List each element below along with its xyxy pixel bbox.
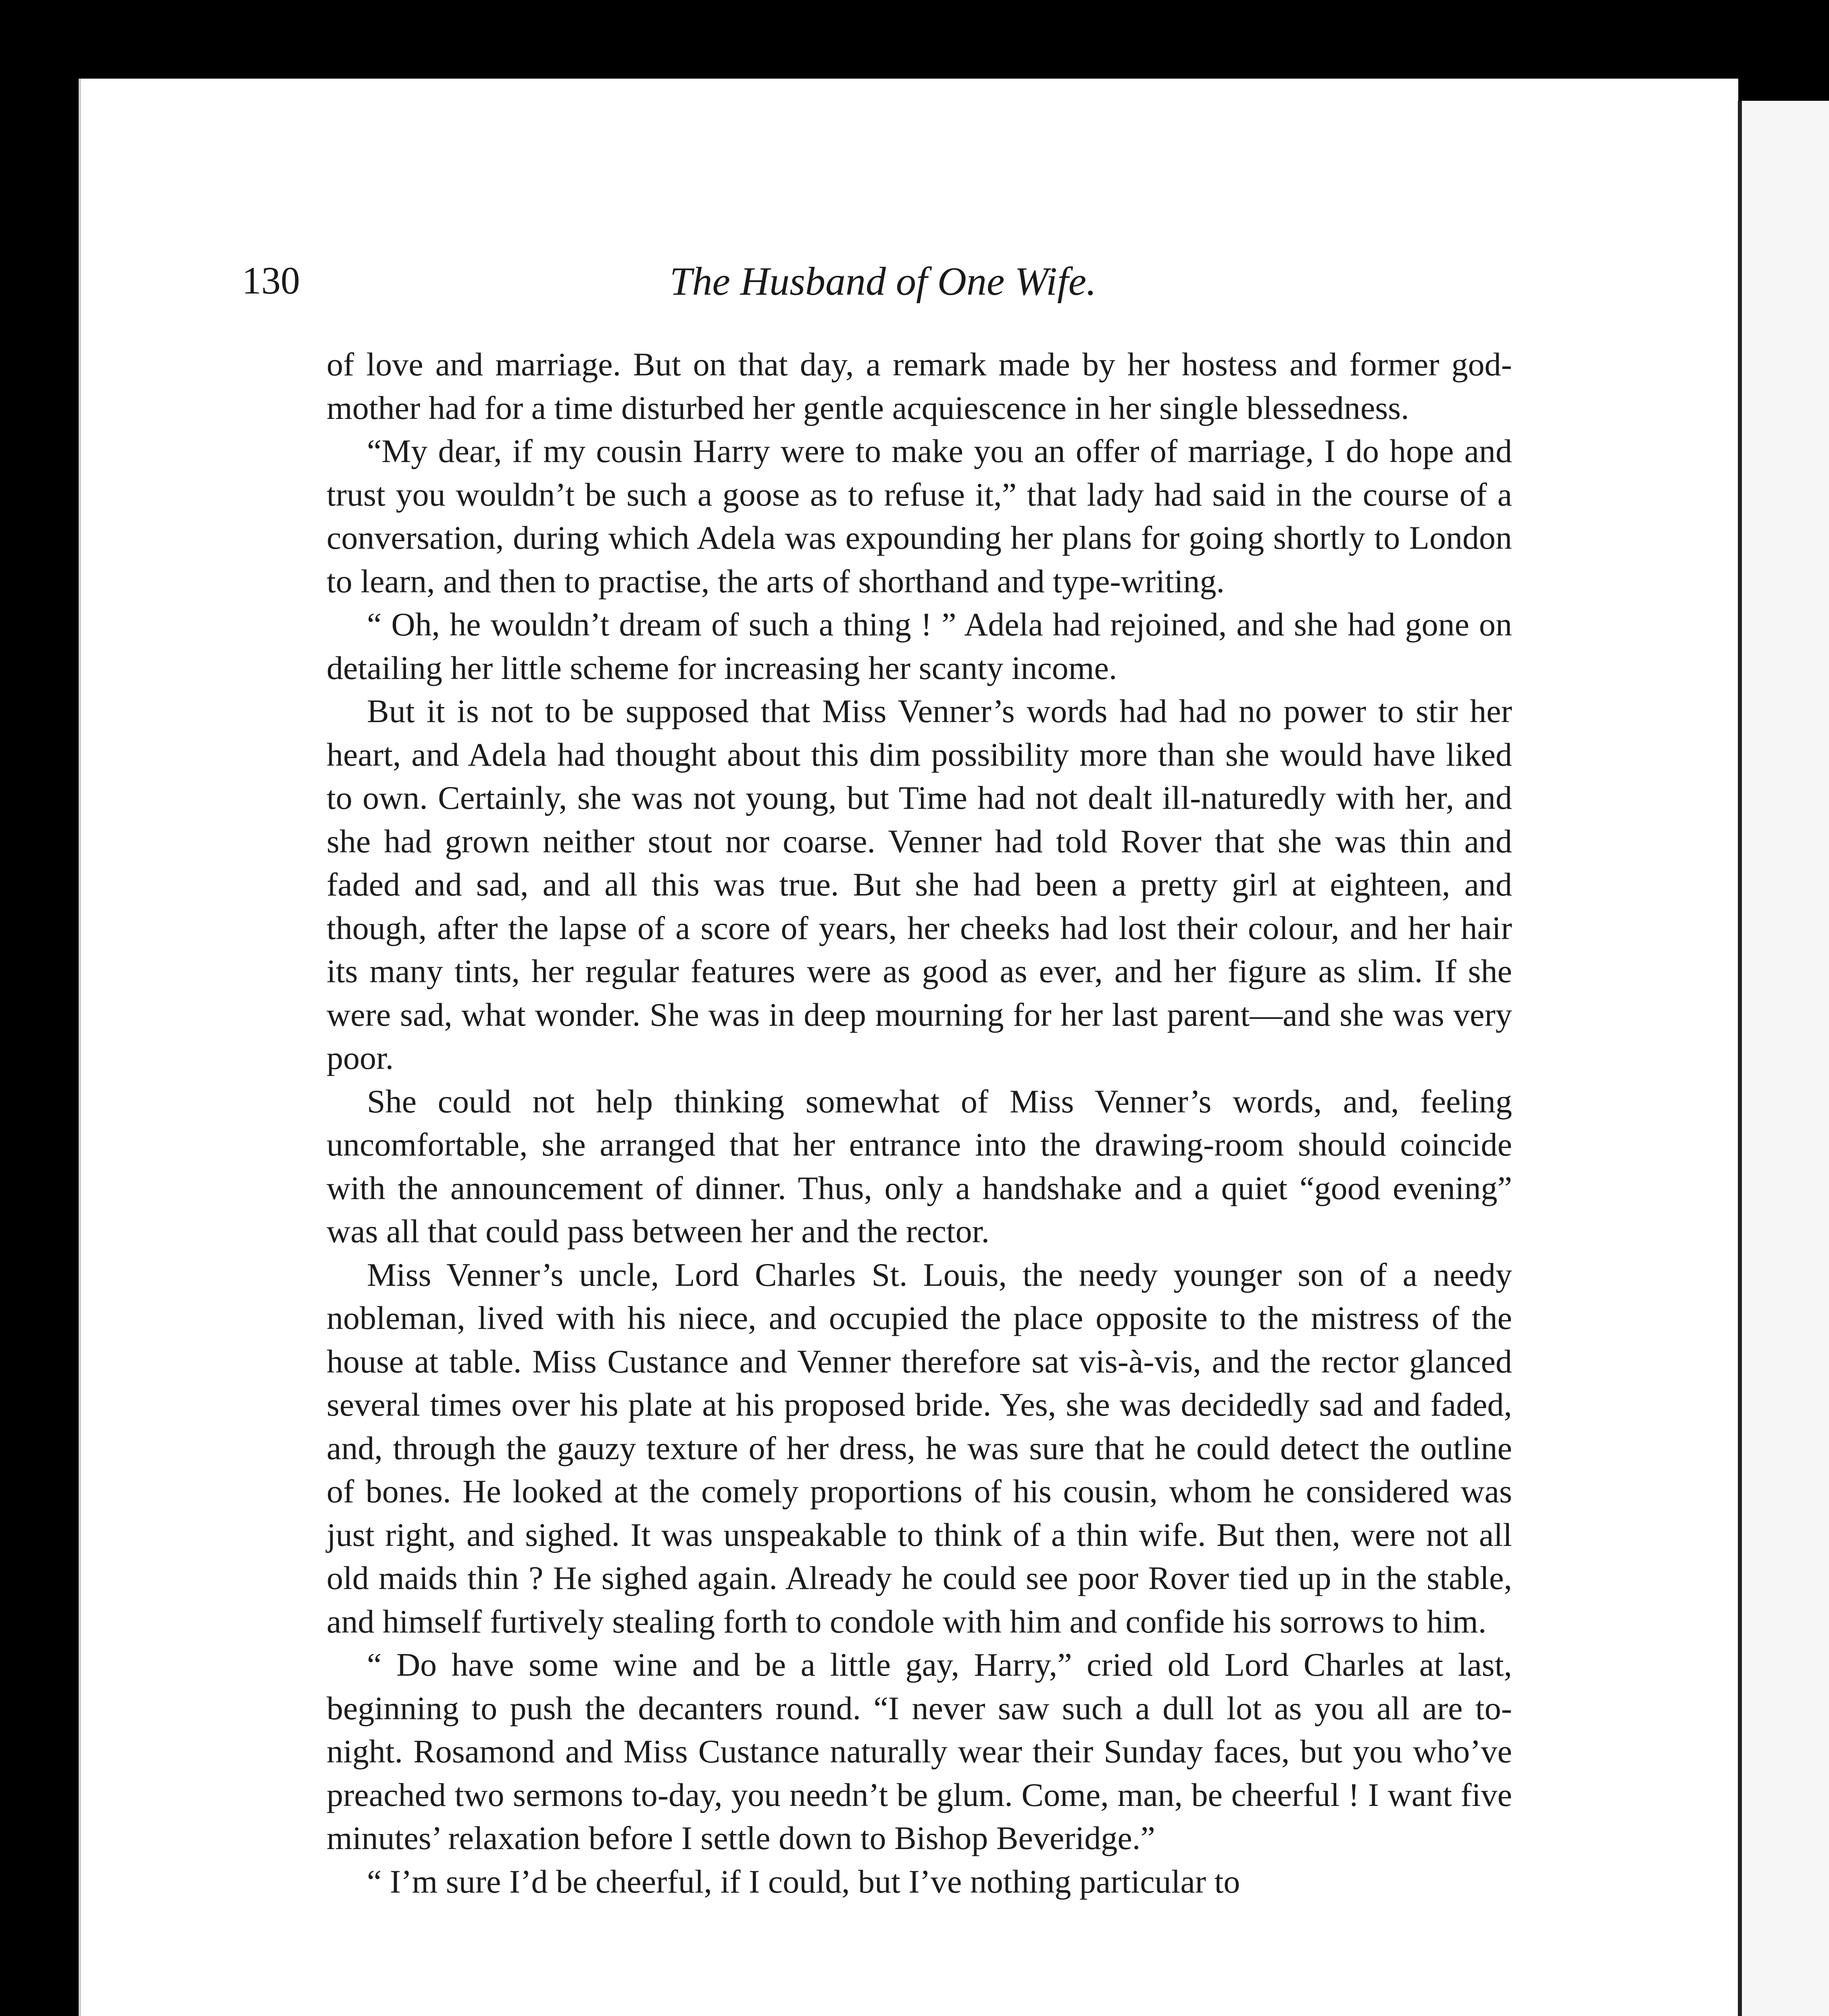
page-number: 130 [242,259,300,302]
paragraph: But it is not to be supposed that Miss Venner’s words had had no power to stir her heart, and Adela had thought about this dim possibility more than she would have liked to own. Certainly, she was not young, but Time had not dealt ill-naturedly with her, and she had grown neither stout nor coarse. Venner had told Rover that she was thin and faded and sad, and all this was true. But she had been a pretty girl at eighteen, and though, after the lapse of a score of years, her cheeks had lost their colour, and her hair its many tints, her regular features were as good as ever, and her figure as slim. If she were sad, what wonder. She was in deep mourning for her last parent—and she was very poor. [327,693,1512,1076]
body-text [327,343,1512,1903]
paragraph: “ Do have some wine and be a little gay, Harry,” cried old Lord Charles at last, beginning to push the decanters round. “I never saw such a dull lot as you all are to-night. Rosamond and Miss Custance naturally wear their Sunday faces, but you who’ve preached two sermons to-day, you needn’t be glum. Come, man, be cheerful ! I want five minutes’ relaxation before I settle down to Bishop Beveridge.” [327,1646,1512,1856]
paragraph: She could not help thinking somewhat of Miss Venner’s words, and, feeling uncomfortable, she arranged that her entrance into the drawing-room should coincide with the announcement of dinner. Thus, only a handshake and a quiet “good evening” was all that could pass between her and the rector. [327,1083,1512,1250]
paragraph: Miss Venner’s uncle, Lord Charles St. Louis, the needy younger son of a needy nobleman, lived with his niece, and occupied the place opposite to the mistress of the house at table. Miss Custance and Venner therefore sat vis-à-vis, and the rector glanced several times over his plate at his proposed bride. Yes, she was decidedly sad and faded, and, through the gauzy texture of her dress, he was sure that he could detect the outline of bones. He looked at the comely proportions of his cousin, whom he considered was just right, and sighed. It was unspeakable to think of a thin wife. But then, were not all old maids thin ? He sighed again. Already he could see poor Rover tied up in the stable, and himself furtively stealing forth to condole with him and confide his sorrows to him. [327,1256,1512,1640]
paragraph: “My dear, if my cousin Harry were to make you an offer of marriage, I do hope and trust you wouldn’t be such a goose as to refuse it,” that lady had said in the course of a conversation, during which Adela was expounding her plans for going shortly to London to learn, and then to practise, the arts of shorthand and type-writing. [327,433,1512,600]
paragraph: of love and marriage. But on that day, a remark made by her hostess and former god-mother had for a time disturbed her gentle acquiescence in her single blessedness. [327,346,1512,426]
running-title: The Husband of One Wife. [669,259,1097,304]
paragraph: “ Oh, he wouldn’t dream of such a thing ! ” Adela had rejoined, and she had gone on detailing her little scheme for increasing her scanty income. [327,606,1512,686]
running-head [242,258,1524,314]
facing-page-edge [1738,101,1829,2016]
paragraph: “ I’m sure I’d be cheerful, if I could, but I’ve nothing particular to [367,1863,1240,1900]
